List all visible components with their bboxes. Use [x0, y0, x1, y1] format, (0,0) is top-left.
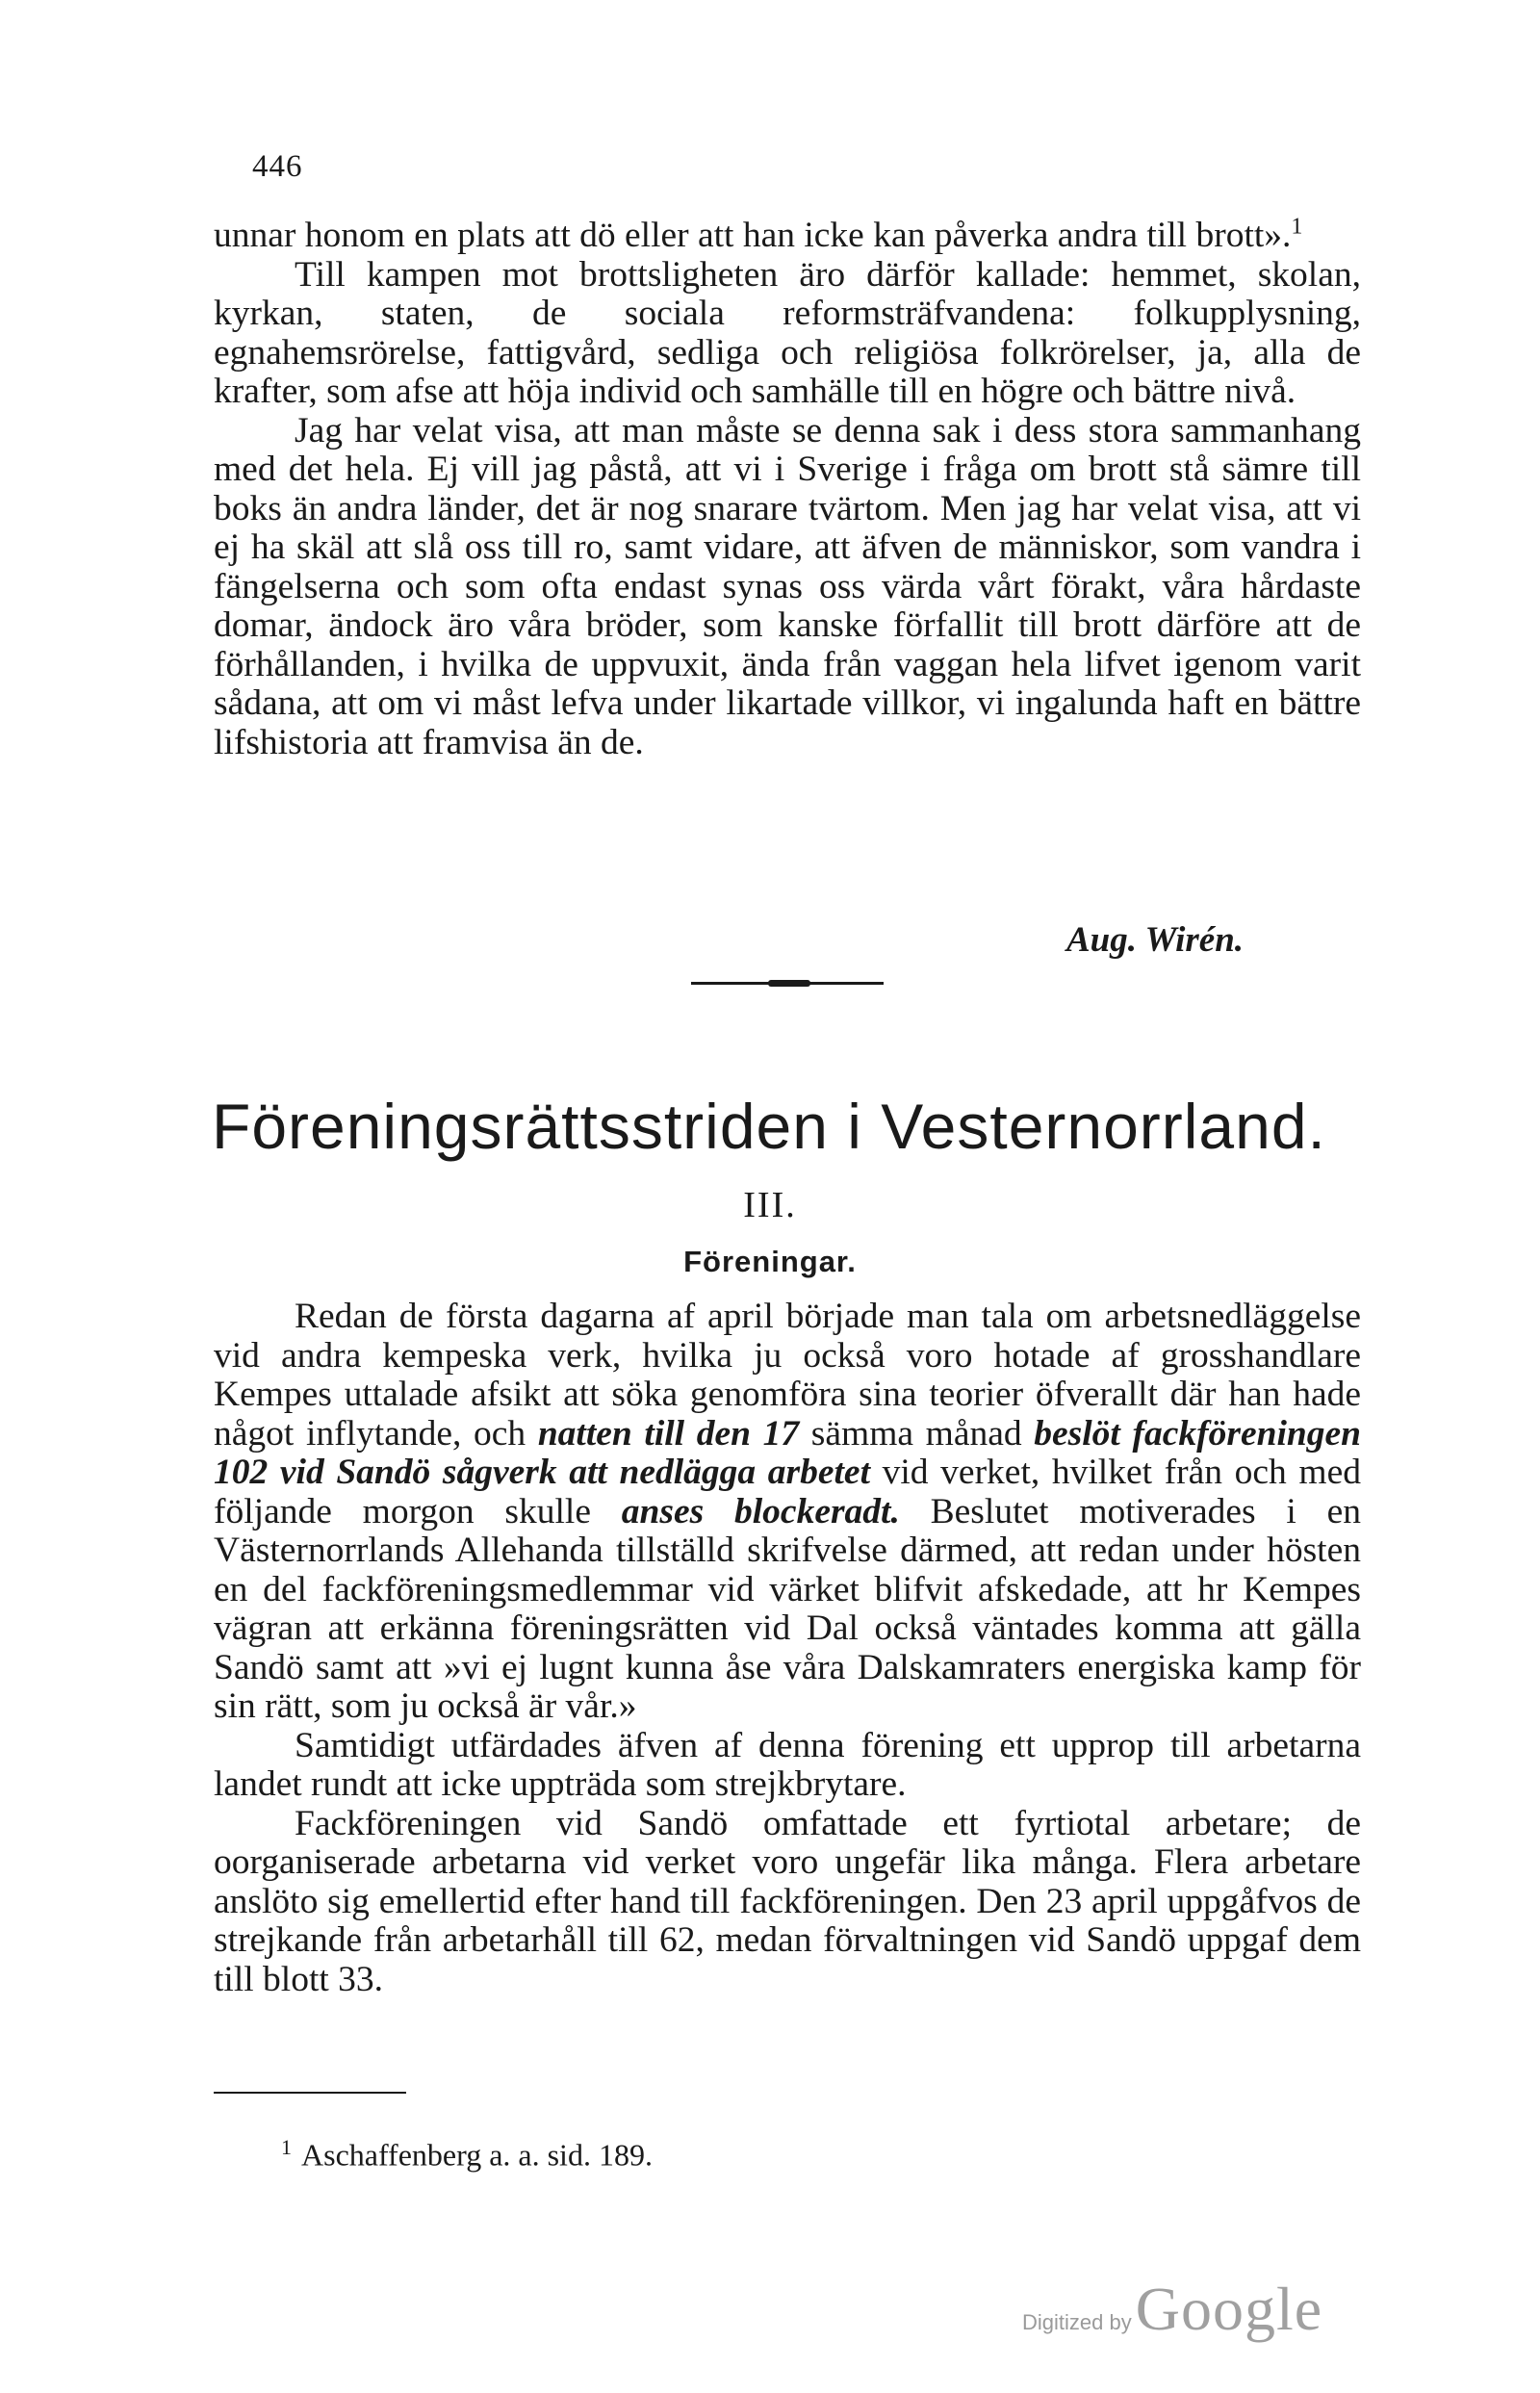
- text-run: sämma månad: [799, 1413, 1035, 1454]
- footnote: [281, 2135, 653, 2174]
- text-run: vid verket, hvilket från och med följande morgon skulle: [214, 1453, 1361, 1531]
- emphasis-text: anses blockeradt.: [621, 1491, 900, 1531]
- section-divider-ornament: [691, 982, 884, 985]
- watermark-prefix: Digitized by: [1022, 2310, 1132, 2334]
- top-text-block: [214, 214, 1361, 762]
- text-run: Redan de första dagarna af april började man tala om arbetsnedläggelse vid andra kempeska verk, hvilka ju också voro hotade af grosshandlare Kempes uttalade afsikt att söka genomföra sina teorier öfverallt där han hade något inflytande, och: [214, 1297, 1361, 1454]
- digitized-by-watermark: [1022, 2274, 1322, 2345]
- paragraph-campaign: Till kampen mot brottsligheten äro därför kallade: hemmet, skolan, kyrkan, staten, de sociala reformsträfvandena: folkupplysning, egnahemsrörelse, fattigvård, sedliga och religiösa folkrörelser, ja, alla de krafter, som afse att höja individ och samhälle till en högre och bättre nivå.: [214, 254, 1361, 411]
- paragraph-text: unnar honom en plats att dö eller att han icke kan påverka andra till brott».: [214, 216, 1292, 255]
- paragraph-membership: Fackföreningen vid Sandö omfattade ett fyrtiotal arbetare; de oorganiserade arbetarna vid verket voro ungefär lika många. Flera arbetare anslöto sig emellertid efter hand till fackföreningen. Den 23 april uppgåfvos de strejkande från arbetarhåll till 62, medan förvaltningen vid Sandö uppgaf dem till blott 33.: [214, 1803, 1361, 1999]
- paragraph-appeal: Samtidigt utfärdades äfven af denna förening ett upprop till arbetarna landet rundt att icke uppträda som strejkbrytare.: [214, 1725, 1361, 1804]
- article-title: Föreningsrättsstriden i Vesternorrland.: [212, 1091, 1326, 1162]
- emphasis-text: natten till den 17: [537, 1413, 800, 1454]
- article-body: [214, 1298, 1361, 1999]
- footnote-marker: 1: [281, 2135, 292, 2159]
- emphasis-text: beslöt fackföreningen 102 vid Sandö sågverk att nedlägga arbetet: [214, 1413, 1361, 1492]
- section-heading: Föreningar.: [683, 1245, 857, 1278]
- footnote-rule: [214, 2092, 406, 2094]
- google-logo: Google: [1135, 2275, 1323, 2343]
- author-signature: Aug. Wirén.: [1066, 920, 1245, 960]
- footnote-marker: 1: [1291, 214, 1303, 240]
- text-run: Beslutet motiverades i en Västernorrlands Allehanda tillställd skrifvelse därmed, att redan under hösten en del fackföreningsmedlemmar vid värket blifvit afskedade, att hr Kempes vägran att erkänna föreningsrätten vid Dal också väntades komma att gälla Sandö samt att »vi ej lugnt kunna åse våra Dalskamraters energiska kamp för sin rätt, som ju också är vår.»: [214, 1491, 1361, 1726]
- paragraph-conclusion: Jag har velat visa, att man måste se denna sak i dess stora sammanhang med det hela. Ej vill jag påstå, att vi i Sverige i fråga om brott stå sämre till boks än andra länder, det är nog snarare tvärtom. Men jag har velat visa, att vi ej ha skäl att slå oss till ro, samt vidare, att äfven de människor, som vandra i fängelserna och som ofta endast synas oss värda vårt förakt, våra hårdaste domar, ändock äro våra bröder, som kanske förfallit till brott därföre att de förhållanden, i hvilka de uppvuxit, ända från vaggan hela lifvet igenom varit sådana, att om vi måst lefva under likartade villkor, vi ingalunda haft en bättre lifshistoria att framvisa än de.: [214, 410, 1361, 762]
- page-number: 446: [252, 149, 303, 184]
- section-number: III.: [743, 1185, 797, 1225]
- paragraph-strike-start: [214, 1298, 1361, 1727]
- paragraph-continuation: [214, 214, 1361, 256]
- footnote-text: Aschaffenberg a. a. sid. 189.: [301, 2137, 653, 2173]
